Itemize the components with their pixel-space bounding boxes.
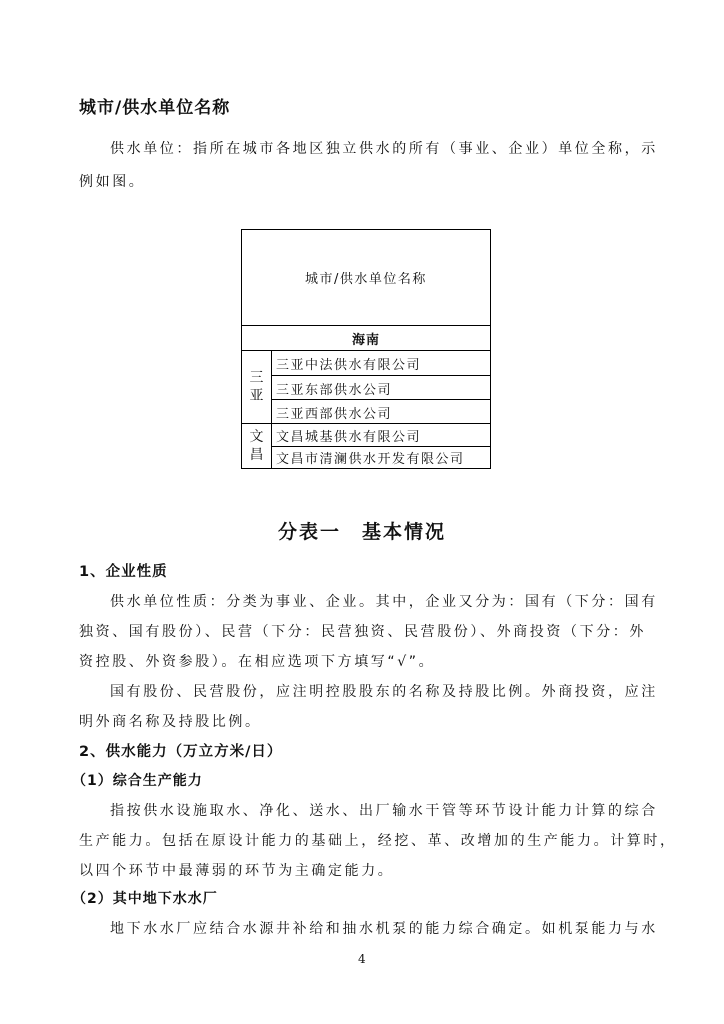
example-table-unit: 文昌城基供水有限公司: [276, 429, 422, 445]
example-table: [241, 229, 491, 469]
example-table-city-cell: [242, 424, 272, 468]
subsection-heading: （2）其中地下水水厂: [72, 891, 218, 907]
table-title: 分表一 基本情况: [278, 521, 447, 543]
section-heading-city: 城市/供水单位名称: [79, 98, 231, 118]
page-number: 4: [358, 952, 366, 966]
paragraph-line: 指按供水设施取水、净化、送水、出厂输水干管等环节设计能力计算的综合: [110, 803, 658, 819]
section-heading-2: 2、供水能力（万立方米/日）: [79, 744, 283, 760]
example-table-unit: 三亚东部供水公司: [276, 382, 393, 398]
example-table-header: 城市/供水单位名称: [242, 230, 490, 326]
city-char: 昌: [249, 447, 264, 463]
paragraph-line: 供水单位性质：分类为事业、企业。其中，企业又分为：国有（下分：国有: [110, 594, 658, 610]
section-heading-1: 1、企业性质: [79, 564, 168, 580]
city-char: 亚: [249, 388, 264, 404]
subsection-heading: （1）综合生产能力: [72, 773, 203, 789]
paragraph-line: 国有股份、民营股份，应注明控股股东的名称及持股比例。外商投资，应注: [110, 684, 658, 700]
paragraph-line: 生产能力。包括在原设计能力的基础上，经挖、革、改增加的生产能力。计算时，: [79, 833, 677, 849]
example-table-unit: 三亚西部供水公司: [276, 406, 393, 422]
paragraph-line: 明外商名称及持股比例。: [79, 714, 262, 730]
example-table-city-cell: [242, 351, 272, 423]
city-char: 文: [249, 429, 264, 445]
paragraph-line: 以四个环节中最薄弱的环节为主确定能力。: [79, 863, 395, 879]
paragraph-line: 资控股、外资参股）。在相应选项下方填写“√”。: [79, 654, 436, 670]
example-table-province: 海南: [242, 326, 490, 351]
paragraph-line: 地下水水厂应结合水源井补给和抽水机泵的能力综合确定。如机泵能力与水: [110, 921, 658, 937]
paragraph-line: 例如图。: [79, 174, 146, 190]
city-char: 三: [249, 370, 264, 386]
example-table-unit: 文昌市清澜供水开发有限公司: [276, 452, 465, 467]
paragraph-line: 供水单位：指所在城市各地区独立供水的所有（事业、企业）单位全称，示: [110, 141, 658, 157]
example-table-unit: 三亚中法供水有限公司: [276, 357, 422, 373]
paragraph-line: 独资、国有股份）、民营（下分：民营独资、民营股份）、外商投资（下分：外: [79, 624, 646, 640]
